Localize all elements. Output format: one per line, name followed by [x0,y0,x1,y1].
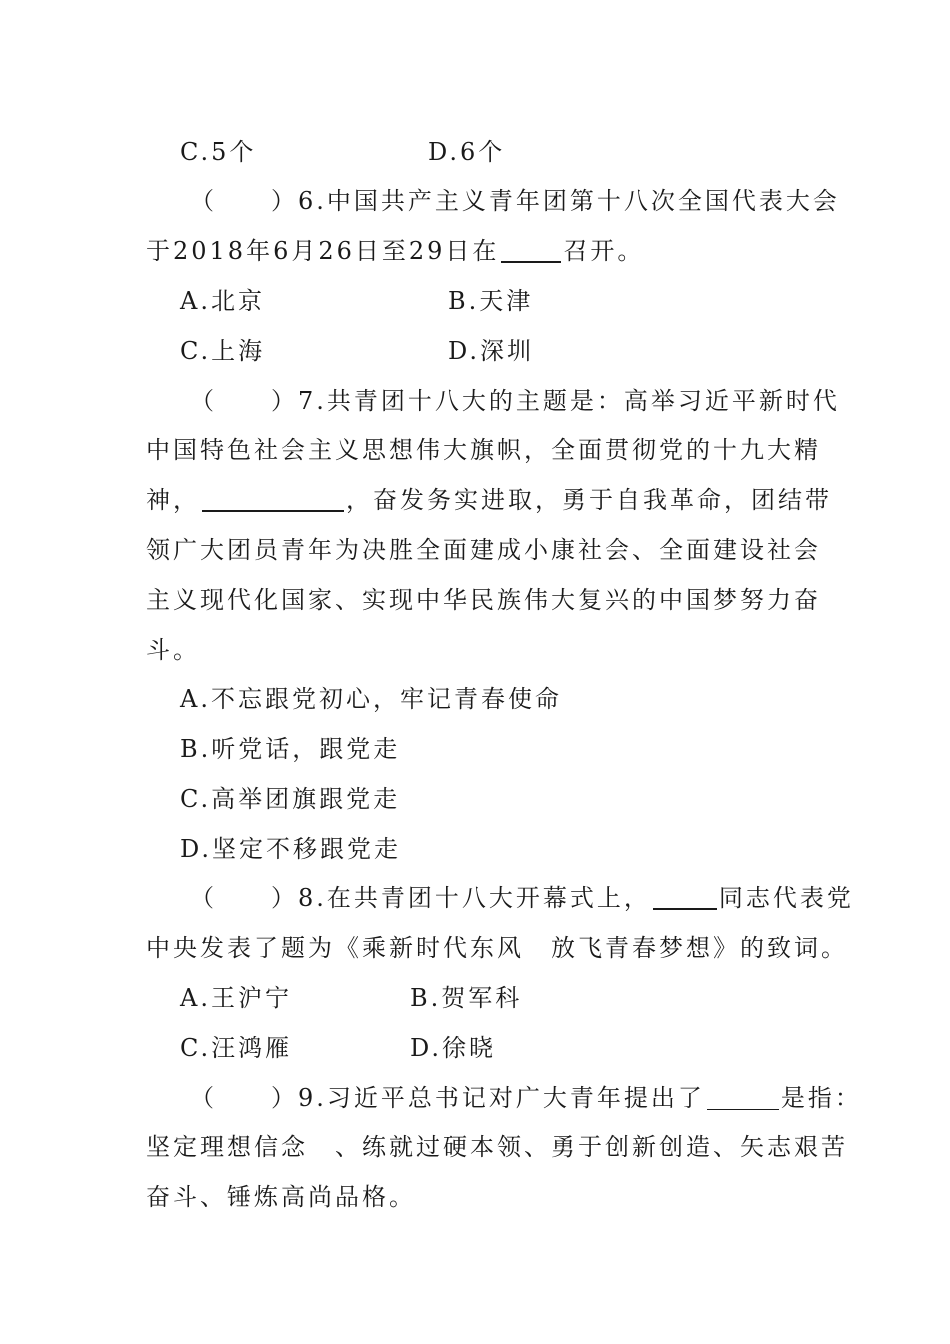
q6-stem-line-1: （ ）6.中国共产主义青年团第十八次全国代表大会 [190,187,840,215]
q5-option-d: D.6个 [428,138,506,166]
q7-stem-line-6: 斗。 [146,636,200,664]
q7-option-d: D.坚定不移跟党走 [180,835,402,863]
q7-stem-line-1: （ ）7.共青团十八大的主题是：高举习近平新时代 [190,387,840,415]
q8-option-d: D.徐晓 [410,1034,497,1062]
q6-stem-text-a: 于2018年6月26日至29日在 [146,237,500,265]
q7-fill-blank [202,482,344,512]
q6-option-b: B.天津 [448,287,534,315]
q7-stem-text-b: ，奋发务实进取，勇于自我革命，团结带 [346,486,832,514]
q5-option-c: C.5个 [180,138,257,166]
q6-option-a: A.北京 [180,287,265,315]
q7-stem-line-4: 领广大团员青年为决胜全面建成小康社会、全面建设社会 [146,536,821,564]
q7-option-b: B.听党话，跟党走 [180,735,401,763]
q8-option-a: A.王沪宁 [180,984,292,1012]
q8-option-b: B.贺军科 [410,984,523,1012]
q8-stem-text-b: 同志代表党 [718,884,854,912]
q7-stem-line-2: 中国特色社会主义思想伟大旗帜，全面贯彻党的十九大精 [146,436,821,464]
q8-option-c: C.汪鸿雁 [180,1034,293,1062]
q9-stem-text-b: 是指： [780,1084,862,1112]
q9-stem-line-3: 奋斗、锤炼高尚品格。 [146,1183,416,1211]
q7-stem-line-3 [146,480,832,520]
q6-option-c: C.上海 [180,337,266,365]
q9-stem-line-2: 坚定理想信念 、练就过硬本领、勇于创新创造、矢志艰苦 [146,1133,848,1161]
q6-option-d: D.深圳 [448,337,535,365]
q8-stem-line-2: 中央发表了题为《乘新时代东风 放飞青春梦想》的致词。 [146,934,848,962]
q7-option-c: C.高举团旗跟党走 [180,785,401,813]
q7-stem-line-5: 主义现代化国家、实现中华民族伟大复兴的中国梦努力奋 [146,586,821,614]
q8-stem-line-1 [190,878,854,918]
q7-stem-text-a: 神， [146,486,200,514]
q7-option-a: A.不忘跟党初心，牢记青春使命 [180,685,562,713]
q9-stem-text-a: （ ）9.习近平总书记对广大青年提出了 [190,1084,705,1112]
q6-stem-line-2 [146,231,644,271]
q8-stem-text-a: （ ）8.在共青团十八大开幕式上， [190,884,651,912]
q9-stem-line-1 [190,1078,862,1118]
q8-fill-blank [653,880,717,910]
q6-fill-blank [501,233,561,263]
q9-fill-blank [707,1081,779,1110]
q6-stem-text-b: 召开。 [563,237,645,265]
